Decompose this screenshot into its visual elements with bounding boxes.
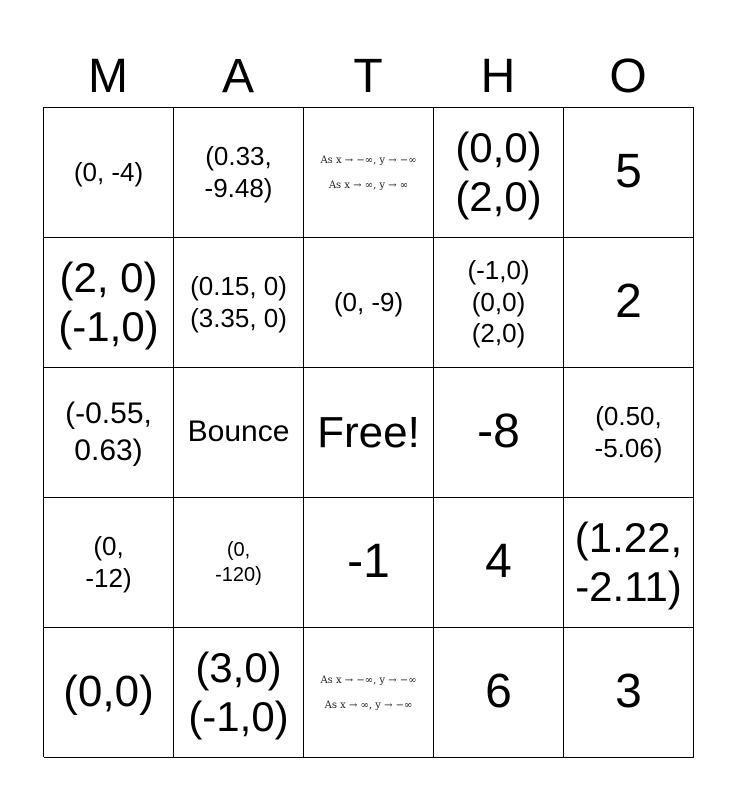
bingo-cell-m-1[interactable]	[44, 108, 174, 238]
bingo-cell-t-2[interactable]	[304, 238, 434, 368]
bingo-board	[43, 107, 694, 757]
bingo-header	[43, 44, 693, 104]
bingo-cell-text: As x → −∞, y → −∞ As x → ∞, y → −∞	[320, 674, 417, 711]
bingo-cell-text: (0, -9)	[333, 286, 404, 317]
bingo-cell-text: (0, -120)	[215, 539, 262, 586]
bingo-cell-h-2[interactable]	[434, 238, 564, 368]
bingo-cell-text: (3,0) (-1,0)	[188, 643, 289, 740]
bingo-cell-t-1[interactable]	[304, 108, 434, 238]
bingo-cell-text: (0,0)	[63, 667, 154, 717]
bingo-cell-h-5[interactable]	[434, 628, 564, 758]
bingo-cell-text: Bounce	[187, 415, 290, 449]
bingo-cell-text: (-0.55, 0.63)	[65, 396, 152, 467]
bingo-cell-a-4[interactable]	[174, 498, 304, 628]
header-letter-t: T	[353, 50, 383, 103]
header-letter-o: O	[609, 50, 647, 103]
header-letter-m: M	[88, 50, 128, 103]
bingo-cell-text: (1.22, -2.11)	[574, 513, 683, 610]
bingo-cell-text: -1	[347, 535, 390, 589]
bingo-cell-text: 6	[485, 665, 512, 719]
bingo-cell-o-2[interactable]	[564, 238, 694, 368]
bingo-cell-o-4[interactable]	[564, 498, 694, 628]
header-letter-h: H	[480, 50, 516, 103]
bingo-cell-text: 3	[615, 665, 642, 719]
bingo-cell-m-3[interactable]	[44, 368, 174, 498]
bingo-cell-text: (2, 0) (-1,0)	[58, 253, 159, 350]
bingo-cell-text: (0.50, -5.06)	[594, 400, 663, 463]
bingo-cell-text: (0,0) (2,0)	[455, 123, 542, 220]
bingo-cell-text: 2	[615, 275, 642, 329]
bingo-cell-h-3[interactable]	[434, 368, 564, 498]
bingo-cell-m-2[interactable]	[44, 238, 174, 368]
bingo-cell-o-3[interactable]	[564, 368, 694, 498]
bingo-cell-a-5[interactable]	[174, 628, 304, 758]
bingo-cell-a-1[interactable]	[174, 108, 304, 238]
bingo-cell-t-5[interactable]	[304, 628, 434, 758]
bingo-cell-text: Free!	[317, 407, 420, 457]
bingo-cell-text: (-1,0) (0,0) (2,0)	[467, 254, 530, 349]
bingo-cell-a-2[interactable]	[174, 238, 304, 368]
bingo-cell-a-3[interactable]	[174, 368, 304, 498]
bingo-cell-text: (0.33, -9.48)	[204, 140, 273, 203]
bingo-cell-h-1[interactable]	[434, 108, 564, 238]
bingo-cell-text: -8	[477, 405, 520, 459]
bingo-cell-text: (0, -12)	[85, 530, 132, 593]
bingo-cell-text: 4	[485, 535, 512, 589]
bingo-cell-text: As x → −∞, y → −∞ As x → ∞, y → ∞	[320, 154, 417, 191]
bingo-cell-text: (0, -4)	[73, 156, 144, 187]
bingo-cell-o-5[interactable]	[564, 628, 694, 758]
bingo-cell-h-4[interactable]	[434, 498, 564, 628]
bingo-cell-m-4[interactable]	[44, 498, 174, 628]
bingo-cell-t-4[interactable]	[304, 498, 434, 628]
bingo-cell-text: (0.15, 0) (3.35, 0)	[190, 270, 287, 333]
header-letter-a: A	[221, 50, 254, 103]
bingo-cell-t-3[interactable]	[304, 368, 434, 498]
bingo-cell-o-1[interactable]	[564, 108, 694, 238]
bingo-cell-m-5[interactable]	[44, 628, 174, 758]
bingo-cell-text: 5	[615, 145, 642, 199]
